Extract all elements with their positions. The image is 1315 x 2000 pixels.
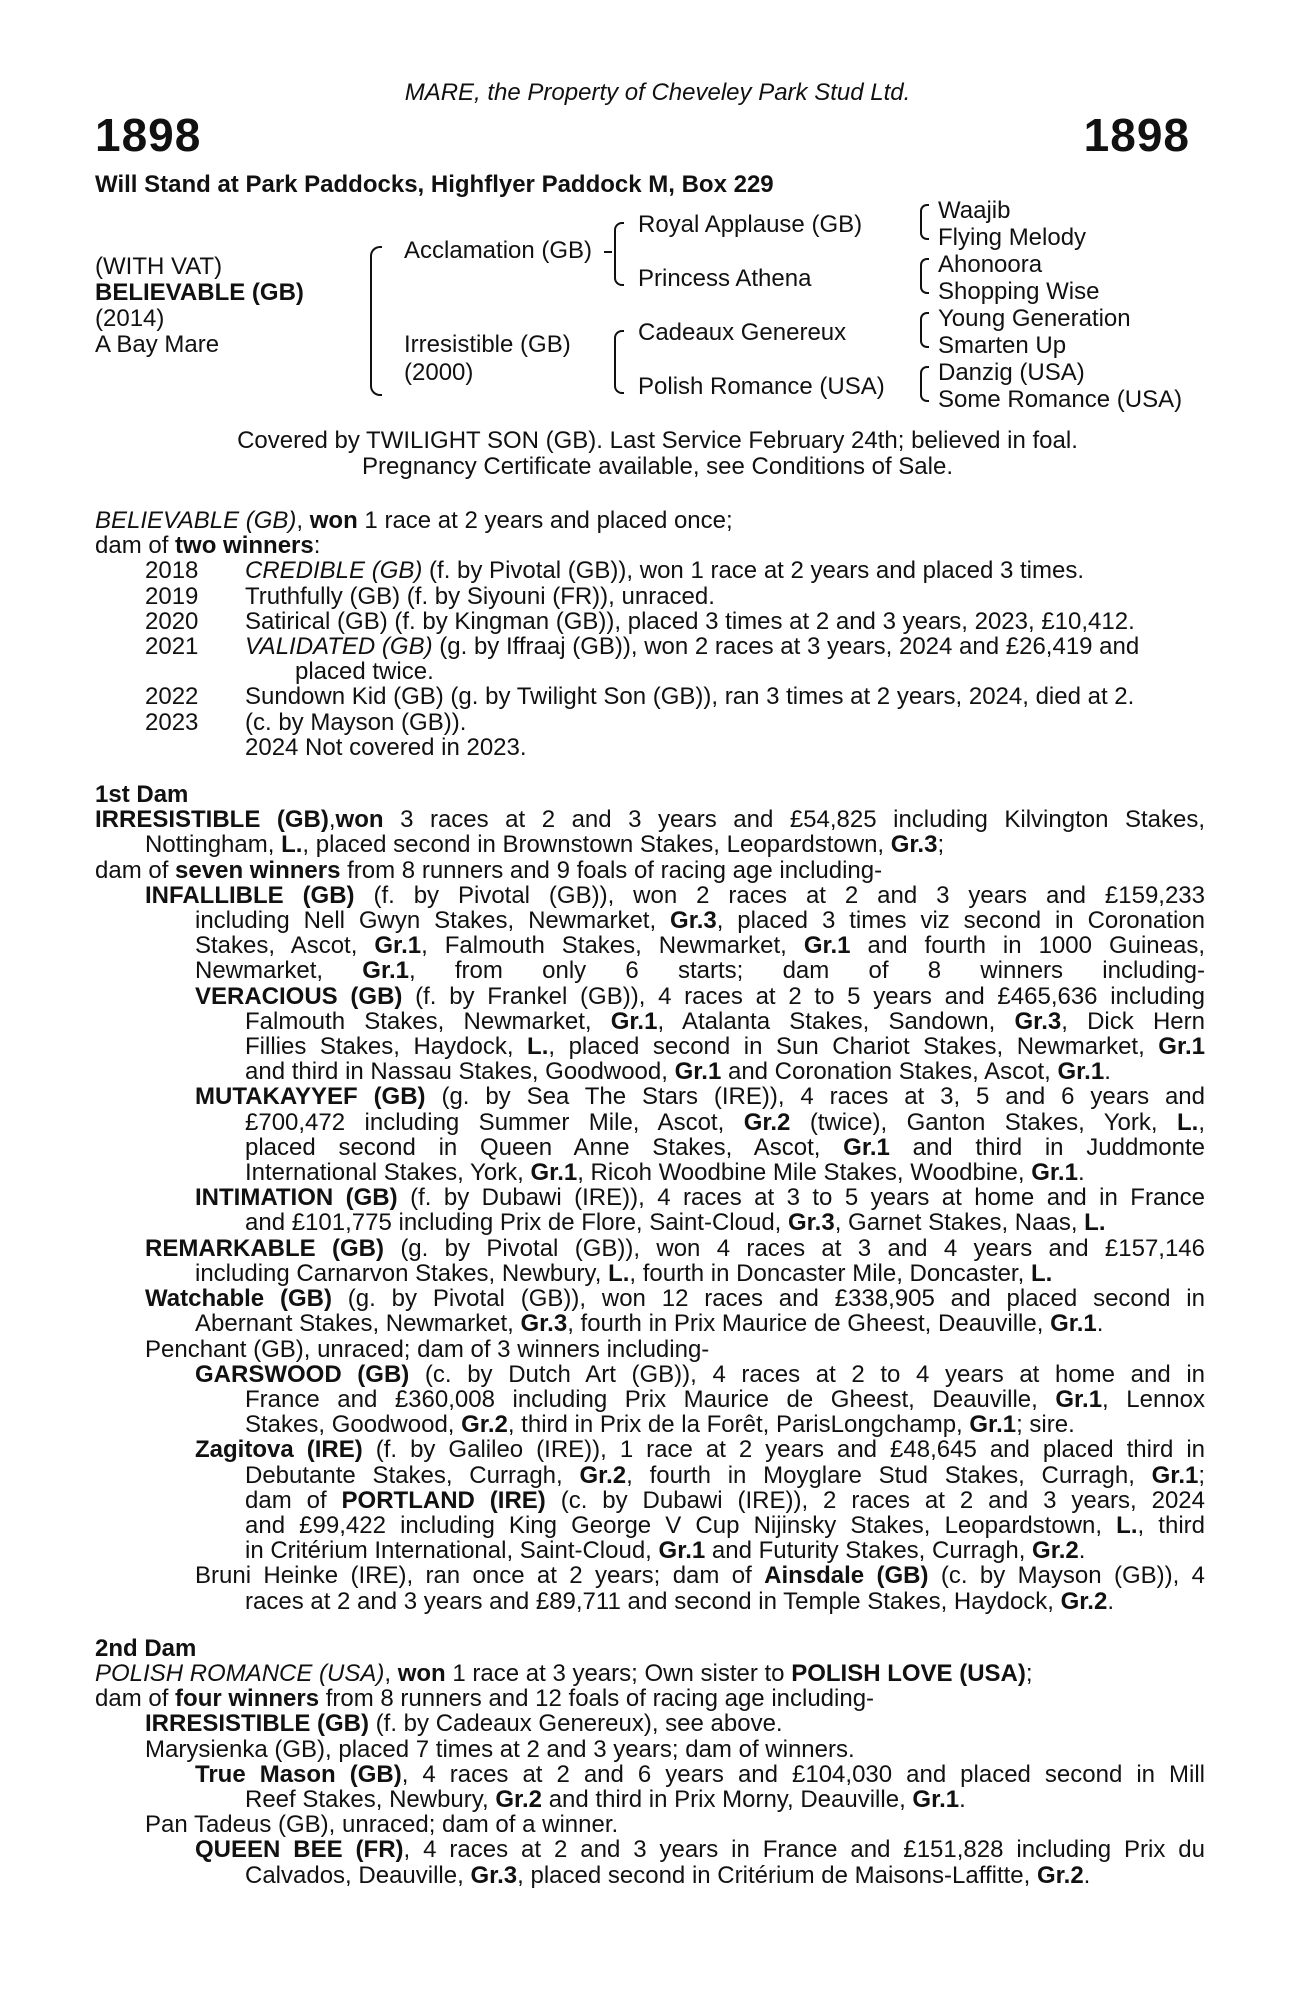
catalogue-body bbox=[95, 508, 1205, 1888]
text-run: dam of bbox=[245, 1486, 342, 1514]
produce-year: 2020 bbox=[145, 607, 199, 635]
bold-text: Gr.1 bbox=[658, 1537, 706, 1565]
text-run: Pan Tadeus (GB), unraced; dam of a winner. bbox=[145, 1811, 619, 1839]
first-dam-line bbox=[95, 1034, 1205, 1059]
first-dam-line bbox=[95, 1185, 1205, 1210]
bold-text: Gr.2 bbox=[579, 1461, 627, 1489]
bold-text: Gr.2 bbox=[1036, 1861, 1084, 1889]
text-run: (g. by Pivotal (GB)), won 12 races and £338,905 and placed second in bbox=[331, 1285, 1205, 1313]
dam-of-count: two winners bbox=[175, 532, 314, 560]
lot-number-right: 1898 bbox=[1083, 109, 1190, 161]
text-run: ; bbox=[937, 831, 945, 859]
text-run: , 4 races at 2 and 3 years in France and £151,828 including Prix du bbox=[403, 1836, 1206, 1864]
first-dam-line bbox=[95, 984, 1205, 1009]
pedigree-brace-3b bbox=[920, 258, 929, 294]
second-dam-line bbox=[95, 1787, 1205, 1812]
pedigree-dsd: Smarten Up bbox=[938, 332, 1067, 359]
bold-text: PORTLAND (IRE) bbox=[341, 1486, 546, 1514]
first-dam-line bbox=[95, 1589, 1205, 1614]
first-dam-heading: 1st Dam bbox=[95, 781, 189, 809]
bold-text: L. bbox=[281, 831, 303, 859]
text-run: . bbox=[1107, 1587, 1114, 1615]
bold-text: Gr.1 bbox=[1050, 1310, 1097, 1338]
text-run: and third in Juddmonte bbox=[889, 1133, 1205, 1161]
bold-text: Gr.2 bbox=[461, 1411, 508, 1439]
text-run: Bruni Heinke (IRE), ran once at 2 years; dam of bbox=[195, 1562, 765, 1590]
bold-text: Gr.1 bbox=[1151, 1461, 1199, 1489]
bold-text: Gr.3 bbox=[670, 907, 717, 935]
text-run: Marysienka (GB), placed 7 times at 2 and 3 years; dam of winners. bbox=[145, 1735, 855, 1763]
italic-text: POLISH ROMANCE (USA) bbox=[95, 1659, 385, 1687]
first-dam-line bbox=[95, 1009, 1205, 1034]
produce-details: (c. by Mayson (GB)). bbox=[245, 708, 467, 736]
text-run: and Futurity Stakes, Curragh, bbox=[705, 1537, 1033, 1565]
produce-row bbox=[95, 634, 1205, 659]
text-run: , from only 6 starts; dam of 8 winners including- bbox=[408, 957, 1206, 985]
text-run: , Garnet Stakes, Naas, bbox=[834, 1209, 1085, 1237]
text-run: , 4 races at 2 and 6 years and £104,030 and placed second in Mill bbox=[401, 1760, 1205, 1788]
produce-year: 2022 bbox=[145, 683, 199, 711]
bold-text: Gr.3 bbox=[788, 1209, 835, 1237]
bold-text: Gr.1 bbox=[530, 1159, 578, 1187]
bold-text: Ainsdale (GB) bbox=[764, 1562, 929, 1590]
first-dam-line bbox=[95, 1110, 1205, 1135]
first-dam-line bbox=[95, 1059, 1205, 1084]
bold-text: Gr.1 bbox=[1057, 1058, 1105, 1086]
produce-year: 2018 bbox=[145, 557, 199, 585]
bold-text: MUTAKAYYEF (GB) bbox=[195, 1083, 426, 1111]
bold-text: Gr.1 bbox=[674, 1058, 722, 1086]
covering-line-2: Pregnancy Certificate available, see Conditions of Sale. bbox=[362, 453, 953, 480]
text-run: (f. by Cadeaux Genereux), see above. bbox=[369, 1710, 783, 1738]
produce-details: (g. by Iffraaj (GB)), won 2 races at 3 years, 2024 and £26,419 and bbox=[432, 633, 1140, 661]
text-run: (c. by Dubawi (IRE)), 2 races at 2 and 3 years, 2024 bbox=[545, 1486, 1206, 1514]
vendor-line: MARE, the Property of Cheveley Park Stud Ltd. bbox=[404, 79, 911, 106]
first-dam-line bbox=[95, 1488, 1205, 1513]
second-dam-line bbox=[95, 1837, 1205, 1862]
text-run: , placed second in Sun Chariot Stakes, Newmarket, bbox=[548, 1033, 1159, 1061]
covering-line-1: Covered by TWILIGHT SON (GB). Last Service February 24th; believed in foal. bbox=[237, 427, 1078, 454]
text-run: and third in Nassau Stakes, Goodwood, bbox=[245, 1058, 675, 1086]
text-run: and Coronation Stakes, Ascot, bbox=[721, 1058, 1058, 1086]
bold-text: INFALLIBLE (GB) bbox=[145, 881, 355, 909]
second-dam-line bbox=[95, 1762, 1205, 1787]
first-dam-line bbox=[95, 807, 1205, 832]
text-run: Falmouth Stakes, Newmarket, bbox=[245, 1007, 611, 1035]
pedigree-dam: Irresistible (GB) bbox=[404, 331, 571, 358]
bold-text: IRRESISTIBLE (GB) bbox=[145, 1710, 370, 1738]
text-run: . bbox=[1077, 1159, 1085, 1187]
record-intro-rest: 1 race at 2 years and placed once; bbox=[357, 507, 733, 534]
first-dam-line bbox=[95, 832, 1205, 857]
bold-text: Gr.3 bbox=[470, 1861, 518, 1889]
produce-year: 2023 bbox=[145, 708, 199, 736]
produce-row-continuation: 2024 Not covered in 2023. bbox=[245, 733, 527, 761]
text-run: International Stakes, York, bbox=[245, 1159, 531, 1187]
first-dam-line bbox=[95, 1337, 1205, 1362]
produce-row bbox=[95, 609, 1205, 634]
pedigree-dam-year: (2000) bbox=[404, 359, 474, 386]
produce-row bbox=[95, 684, 1205, 709]
pedigree-brace-3a bbox=[920, 204, 929, 240]
text-run: (f. by Pivotal (GB)), won 2 races at 2 and 3 years and £159,233 bbox=[354, 881, 1206, 909]
bold-text: INTIMATION (GB) bbox=[195, 1184, 398, 1212]
bold-text: Gr.1 bbox=[362, 957, 409, 985]
bold-text: Gr.1 bbox=[1158, 1033, 1205, 1061]
text-run: , third in Prix de la Forêt, ParisLongchamp, bbox=[507, 1411, 970, 1439]
text-run: and third in Prix Morny, Deauville, bbox=[542, 1785, 913, 1813]
first-dam-line bbox=[95, 1437, 1205, 1462]
second-dam-line bbox=[95, 1737, 1205, 1762]
first-dam-line bbox=[95, 908, 1205, 933]
pedigree-dam-dam: Polish Romance (USA) bbox=[638, 373, 885, 400]
bold-text: VERACIOUS (GB) bbox=[195, 982, 403, 1010]
first-dam-line bbox=[95, 933, 1205, 958]
pedigree-sire: Acclamation (GB) bbox=[404, 237, 593, 264]
text-run: (f. by Frankel (GB)), 4 races at 2 to 5 years and £465,636 including bbox=[402, 982, 1205, 1010]
text-run: 3 races at 2 and 3 years and £54,825 including Kilvington Stakes, bbox=[383, 806, 1205, 834]
second-dam-line bbox=[95, 1812, 1205, 1837]
text-run: , Dick Hern bbox=[1061, 1007, 1205, 1035]
text-run: (g. by Sea The Stars (IRE)), 4 races at 3, 5 and 6 years and bbox=[425, 1083, 1206, 1111]
text-run: Stakes, Goodwood, bbox=[245, 1411, 462, 1439]
text-run: . bbox=[1104, 1058, 1111, 1086]
bold-text: L. bbox=[1030, 1259, 1053, 1287]
bold-text: Gr.2 bbox=[1032, 1537, 1079, 1565]
bold-text: L. bbox=[1116, 1511, 1138, 1539]
record-won: won bbox=[309, 507, 358, 534]
text-run: , Falmouth Stakes, Newmarket, bbox=[421, 932, 804, 960]
produce-row bbox=[95, 558, 1205, 583]
bold-text: L. bbox=[608, 1259, 630, 1287]
bold-text: GARSWOOD (GB) bbox=[195, 1360, 410, 1388]
first-dam-line bbox=[95, 1362, 1205, 1387]
second-dam-line bbox=[95, 1686, 1205, 1711]
text-run: 1 race at 3 years; Own sister to bbox=[445, 1659, 792, 1687]
text-run: , fourth in Doncaster Mile, Doncaster, bbox=[629, 1259, 1031, 1287]
text-run: (twice), Ganton Stakes, York, bbox=[790, 1108, 1177, 1136]
produce-name: CREDIBLE (GB) bbox=[245, 557, 423, 585]
produce-row bbox=[95, 710, 1205, 735]
text-run: (f. by Dubawi (IRE)), 4 races at 3 to 5 years at home and in France bbox=[397, 1184, 1205, 1212]
produce-year: 2021 bbox=[145, 633, 199, 661]
first-dam-line bbox=[95, 1236, 1205, 1261]
text-run: Abernant Stakes, Newmarket, bbox=[195, 1310, 521, 1338]
text-run: (c. by Mayson (GB)), 4 bbox=[928, 1562, 1205, 1590]
text-run: (c. by Dutch Art (GB)), 4 races at 2 to 4 years at home and in bbox=[409, 1360, 1205, 1388]
text-run: . bbox=[1078, 1537, 1086, 1565]
text-run: and £99,422 including King George V Cup Nijinsky Stakes, Leopardstown, bbox=[245, 1511, 1117, 1539]
pedigree-dam-sire: Cadeaux Genereux bbox=[638, 319, 847, 346]
bold-text: POLISH LOVE (USA) bbox=[791, 1659, 1026, 1687]
produce-details: (f. by Pivotal (GB)), won 1 race at 2 years and placed 3 times. bbox=[422, 557, 1084, 585]
produce-name: VALIDATED (GB) bbox=[245, 633, 433, 661]
horse-description: A Bay Mare bbox=[95, 331, 220, 358]
text-run: , fourth in Moyglare Stud Stakes, Curragh, bbox=[626, 1461, 1152, 1489]
first-dam-line bbox=[95, 1513, 1205, 1538]
first-dam-line bbox=[95, 1160, 1205, 1185]
bold-text: won bbox=[335, 806, 384, 834]
bold-text: Gr.1 bbox=[1031, 1159, 1078, 1187]
text-run: France and £360,008 including Prix Maurice de Gheest, Deauville, bbox=[245, 1385, 1056, 1413]
second-dam-line bbox=[95, 1711, 1205, 1736]
text-run: , placed 3 times viz second in Coronation bbox=[716, 907, 1205, 935]
text-run: , Lennox bbox=[1102, 1385, 1206, 1413]
text-run: Debutante Stakes, Curragh, bbox=[245, 1461, 580, 1489]
text-run: ; sire. bbox=[1016, 1411, 1075, 1439]
text-run: , Atalanta Stakes, Sandown, bbox=[657, 1007, 1015, 1035]
text-run: Stakes, Ascot, bbox=[195, 932, 375, 960]
record-dam-of bbox=[95, 533, 1205, 558]
pedigree-brace-2a bbox=[614, 222, 624, 286]
horse-name: BELIEVABLE (GB) bbox=[95, 279, 304, 306]
text-run: , fourth in Prix Maurice de Gheest, Deauville, bbox=[567, 1310, 1051, 1338]
produce-list bbox=[95, 558, 1205, 760]
location-line: Will Stand at Park Paddocks, Highflyer Paddock M, Box 229 bbox=[95, 171, 774, 198]
first-dam-line bbox=[95, 1286, 1205, 1311]
first-dam-line bbox=[95, 1387, 1205, 1412]
text-run: Reef Stakes, Newbury, bbox=[245, 1785, 496, 1813]
first-dam-line bbox=[95, 1210, 1205, 1235]
bold-text: Gr.2 bbox=[743, 1108, 791, 1136]
first-dam-line bbox=[95, 1135, 1205, 1160]
text-run: from 8 runners and 12 foals of racing age including- bbox=[319, 1685, 875, 1713]
produce-year: 2019 bbox=[145, 582, 199, 610]
produce-details: Sundown Kid (GB) (g. by Twilight Son (GB)), ran 3 times at 2 years, 2024, died at 2. bbox=[245, 683, 1135, 711]
bold-text: Gr.1 bbox=[803, 932, 851, 960]
bold-text: Gr.2 bbox=[495, 1785, 543, 1813]
pedigree-brace-1 bbox=[370, 246, 382, 396]
produce-details: Satirical (GB) (f. by Kingman (GB)), placed 3 times at 2 and 3 years, 2023, £10,412. bbox=[245, 607, 1135, 635]
pedigree-ddd: Some Romance (USA) bbox=[938, 386, 1183, 413]
first-dam-line bbox=[95, 883, 1205, 908]
first-dam-section bbox=[95, 807, 1205, 1614]
bold-text: won bbox=[397, 1659, 446, 1687]
second-dam-section bbox=[95, 1661, 1205, 1888]
pedigree-brace-3c bbox=[920, 312, 929, 348]
bold-text: Gr.1 bbox=[843, 1133, 890, 1161]
text-run: ; bbox=[1025, 1659, 1033, 1687]
bold-text: QUEEN BEE (FR) bbox=[195, 1836, 404, 1864]
bold-text: True Mason (GB) bbox=[195, 1760, 402, 1788]
text-run: . bbox=[959, 1785, 966, 1813]
text-run: (g. by Pivotal (GB)), won 4 races at 3 and 4 years and £157,146 bbox=[383, 1234, 1205, 1262]
dam-of-end: : bbox=[313, 532, 321, 560]
bold-text: Zagitova (IRE) bbox=[195, 1436, 363, 1464]
bold-text: Gr.1 bbox=[374, 932, 422, 960]
bold-text: Gr.3 bbox=[890, 831, 938, 859]
produce-row-continuation: placed twice. bbox=[295, 658, 434, 686]
pedigree-sds: Ahonoora bbox=[938, 251, 1043, 278]
text-run: £700,472 including Summer Mile, Ascot, bbox=[245, 1108, 744, 1136]
vat-label: (WITH VAT) bbox=[95, 253, 223, 280]
text-run: ; bbox=[1198, 1461, 1206, 1489]
second-dam-line bbox=[95, 1863, 1205, 1888]
pedigree-dds: Danzig (USA) bbox=[938, 359, 1085, 386]
record-horse-name: BELIEVABLE (GB) bbox=[95, 507, 297, 534]
bold-text: Gr.1 bbox=[1055, 1385, 1103, 1413]
pedigree-brace-3d bbox=[920, 366, 929, 402]
bold-text: Gr.1 bbox=[969, 1411, 1017, 1439]
bold-text: IRRESISTIBLE (GB) bbox=[95, 806, 329, 834]
text-run: including Carnarvon Stakes, Newbury, bbox=[195, 1259, 609, 1287]
produce-details: Truthfully (GB) (f. by Siyouni (FR)), unraced. bbox=[245, 582, 715, 610]
text-run: . bbox=[1096, 1310, 1104, 1338]
bold-text: Gr.3 bbox=[1014, 1007, 1062, 1035]
pedigree-sss: Waajib bbox=[938, 197, 1011, 224]
text-run: , bbox=[384, 1659, 398, 1687]
text-run: , bbox=[328, 806, 336, 834]
bold-text: REMARKABLE (GB) bbox=[145, 1234, 384, 1262]
text-run: placed second in Queen Anne Stakes, Ascot, bbox=[245, 1133, 844, 1161]
bold-text: Watchable (GB) bbox=[145, 1285, 332, 1313]
first-dam-line bbox=[95, 1084, 1205, 1109]
bold-text: Gr.1 bbox=[912, 1785, 960, 1813]
bold-text: Gr.1 bbox=[610, 1007, 658, 1035]
pedigree-sire-dam: Princess Athena bbox=[638, 265, 812, 292]
lot-number-left: 1898 bbox=[95, 109, 202, 161]
bold-text: L. bbox=[1084, 1209, 1106, 1237]
text-run: and £101,775 including Prix de Flore, Saint-Cloud, bbox=[245, 1209, 788, 1237]
first-dam-line bbox=[95, 1412, 1205, 1437]
first-dam-line bbox=[95, 858, 1205, 883]
first-dam-line bbox=[95, 1538, 1205, 1563]
second-dam-heading: 2nd Dam bbox=[95, 1634, 197, 1662]
pedigree-brace-2b bbox=[614, 330, 624, 394]
text-run: Newmarket, bbox=[195, 957, 363, 985]
bold-text: seven winners bbox=[175, 856, 341, 884]
text-run: dam of bbox=[95, 856, 176, 884]
text-run: . bbox=[1083, 1861, 1091, 1889]
text-run: (f. by Galileo (IRE)), 1 race at 2 years and £48,645 and placed third in bbox=[362, 1436, 1206, 1464]
pedigree-sdd: Shopping Wise bbox=[938, 278, 1100, 305]
text-run: dam of bbox=[95, 1685, 176, 1713]
record-intro: BELIEVABLE (GB), won 1 race at 2 years and placed once; bbox=[95, 507, 733, 534]
second-dam-line bbox=[95, 1661, 1205, 1686]
text-run: Calvados, Deauville, bbox=[245, 1861, 471, 1889]
bold-text: Gr.3 bbox=[520, 1310, 568, 1338]
text-run: Fillies Stakes, Haydock, bbox=[245, 1033, 528, 1061]
text-run: Penchant (GB), unraced; dam of 3 winners including- bbox=[145, 1335, 710, 1363]
text-run: races at 2 and 3 years and £89,711 and second in Temple Stakes, Haydock, bbox=[245, 1587, 1061, 1615]
first-dam-line bbox=[95, 1261, 1205, 1286]
produce-row bbox=[95, 584, 1205, 609]
text-run: including Nell Gwyn Stakes, Newmarket, bbox=[195, 907, 671, 935]
first-dam-line bbox=[95, 958, 1205, 983]
pedigree-dss: Young Generation bbox=[938, 305, 1131, 332]
bold-text: four winners bbox=[175, 1685, 320, 1713]
text-run: , bbox=[1198, 1108, 1205, 1136]
bold-text: Gr.2 bbox=[1060, 1587, 1108, 1615]
text-run: , third bbox=[1137, 1511, 1205, 1539]
text-run: and fourth in 1000 Guineas, bbox=[850, 932, 1206, 960]
first-dam-line bbox=[95, 1563, 1205, 1588]
bold-text: L. bbox=[1177, 1108, 1199, 1136]
text-run: , placed second in Brownstown Stakes, Leopardstown, bbox=[302, 831, 891, 859]
first-dam-line bbox=[95, 1311, 1205, 1336]
text-run: , Ricoh Woodbine Mile Stakes, Woodbine, bbox=[577, 1159, 1032, 1187]
dam-of-label: dam of bbox=[95, 532, 176, 560]
text-run: Nottingham, bbox=[145, 831, 282, 859]
bold-text: L. bbox=[527, 1033, 549, 1061]
pedigree-ssd: Flying Melody bbox=[938, 224, 1087, 251]
pedigree-sire-sire: Royal Applause (GB) bbox=[638, 211, 863, 238]
text-run: from 8 runners and 9 foals of racing age including- bbox=[340, 856, 883, 884]
foaling-year: (2014) bbox=[95, 305, 165, 332]
first-dam-line bbox=[95, 1463, 1205, 1488]
text-run: , placed second in Critérium de Maisons-Laffitte, bbox=[517, 1861, 1037, 1889]
text-run: in Critérium International, Saint-Cloud, bbox=[245, 1537, 659, 1565]
